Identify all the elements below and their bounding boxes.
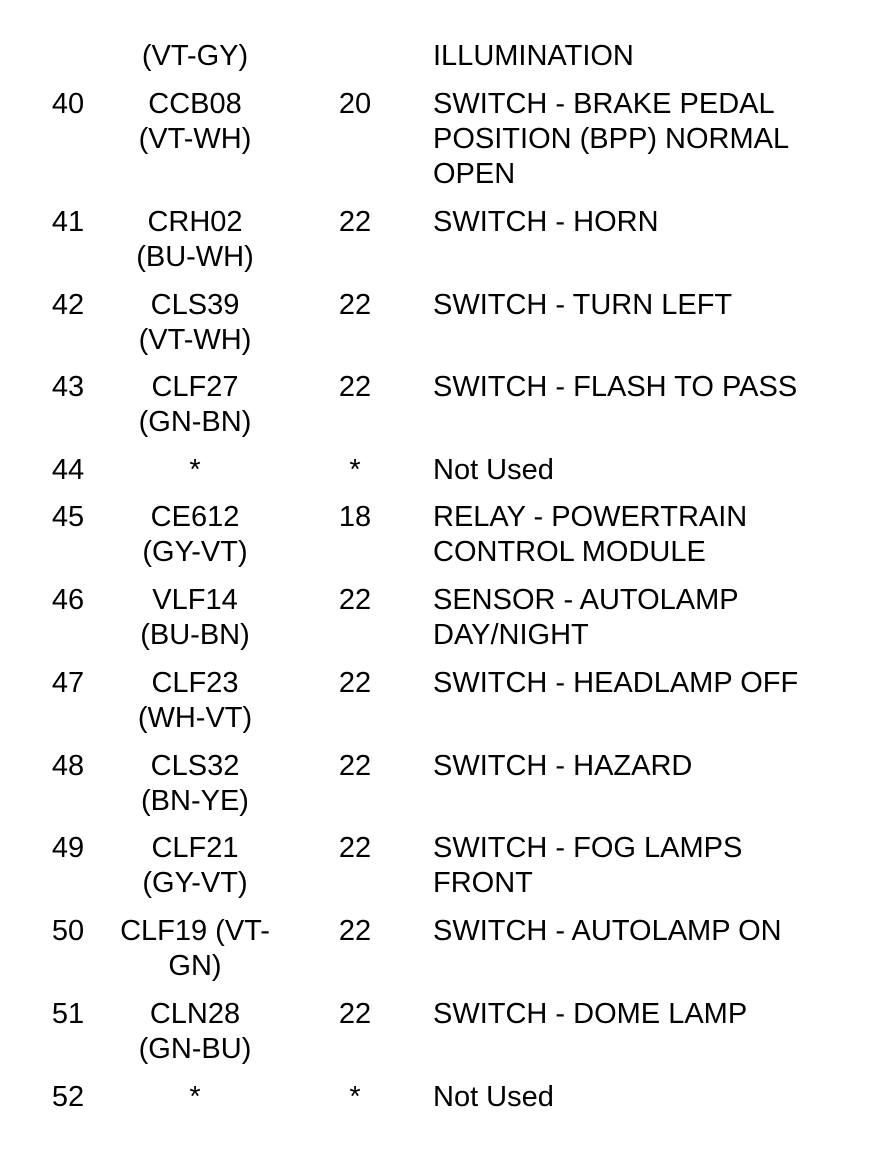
circuit-id: CE612 (GY-VT) (142, 501, 248, 568)
circuit-function: SWITCH - HORN (433, 206, 659, 238)
wire-gauge: 20 (338, 88, 372, 120)
pin-number: 51 (51, 998, 85, 1030)
circuit-function: SENSOR - AUTOLAMP DAY/NIGHT (433, 584, 739, 651)
circuit-id: CLF23 (WH-VT) (137, 667, 253, 734)
pin-number: 45 (51, 501, 85, 533)
wire-gauge: 22 (338, 289, 372, 321)
pin-number: 52 (51, 1081, 85, 1113)
wire-gauge: 22 (338, 206, 372, 238)
pin-number: 42 (51, 289, 85, 321)
wire-gauge: 22 (338, 832, 372, 864)
circuit-function: SWITCH - HAZARD (433, 750, 693, 782)
circuit-function: Not Used (433, 1081, 554, 1113)
circuit-function: SWITCH - HEADLAMP OFF (433, 667, 799, 699)
circuit-function: SWITCH - FOG LAMPS FRONT (433, 832, 743, 899)
circuit-function: SWITCH - TURN LEFT (433, 289, 733, 321)
wire-gauge: 22 (338, 915, 372, 947)
pin-number: 46 (51, 584, 85, 616)
wire-gauge: 22 (338, 371, 372, 403)
circuit-function: SWITCH - DOME LAMP (433, 998, 748, 1030)
pin-number: 48 (51, 750, 85, 782)
pin-number: 47 (51, 667, 85, 699)
circuit-function: SWITCH - AUTOLAMP ON (433, 915, 782, 947)
circuit-function: SWITCH - FLASH TO PASS (433, 371, 798, 403)
pin-number: 40 (51, 88, 85, 120)
circuit-id: CLS32 (BN-YE) (141, 750, 249, 817)
wire-gauge: 22 (338, 750, 372, 782)
wire-gauge: 22 (338, 667, 372, 699)
pin-number: 50 (51, 915, 85, 947)
circuit-id: CLN28 (GN-BU) (138, 998, 252, 1065)
pin-number: 49 (51, 832, 85, 864)
wire-gauge: 22 (338, 998, 372, 1030)
circuit-function: ILLUMINATION (433, 40, 634, 72)
circuit-function: Not Used (433, 454, 554, 486)
wire-gauge: 18 (338, 501, 372, 533)
circuit-id: CLF19 (VT- GN) (120, 915, 270, 982)
circuit-id: CCB08 (VT-WH) (138, 88, 252, 155)
circuit-id: * (189, 1081, 201, 1113)
circuit-id: CRH02 (BU-WH) (136, 206, 254, 273)
circuit-id: * (189, 454, 201, 486)
circuit-function: RELAY - POWERTRAIN CONTROL MODULE (433, 501, 748, 568)
circuit-id: CLF27 (GN-BN) (138, 371, 252, 438)
pin-number: 44 (51, 454, 85, 486)
circuit-id: VLF14 (BU-BN) (140, 584, 250, 651)
pin-number: 41 (51, 206, 85, 238)
pin-number: 43 (51, 371, 85, 403)
circuit-id: (VT-GY) (141, 40, 249, 72)
circuit-id: CLF21 (GY-VT) (142, 832, 248, 899)
wire-gauge: 22 (338, 584, 372, 616)
circuit-id: CLS39 (VT-WH) (138, 289, 252, 356)
circuit-function: SWITCH - BRAKE PEDAL POSITION (BPP) NORMAL OPEN (433, 88, 790, 190)
wire-gauge: * (349, 454, 361, 486)
wire-gauge: * (349, 1081, 361, 1113)
